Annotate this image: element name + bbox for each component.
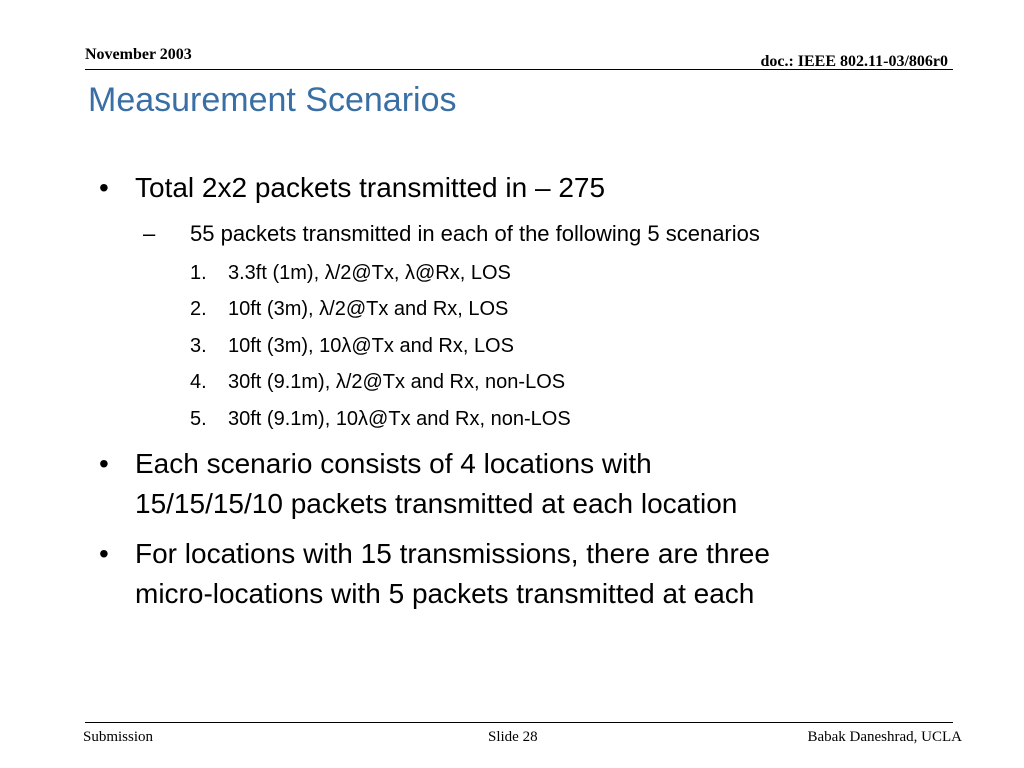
- list-item-number: 5.: [190, 408, 207, 430]
- list-item: 30ft (9.1m), 10λ@Tx and Rx, non-LOS: [228, 408, 571, 430]
- list-item-number: 2.: [190, 298, 207, 320]
- list-item: 3.3ft (1m), λ/2@Tx, λ@Rx, LOS: [228, 262, 511, 284]
- footer-rule: [85, 722, 953, 723]
- bullet-marker: •: [99, 538, 109, 569]
- sub-bullet-text: 55 packets transmitted in each of the following 5 scenarios: [190, 221, 760, 246]
- bullet-marker: •: [99, 172, 109, 203]
- list-item-number: 4.: [190, 371, 207, 393]
- bullet-text: For locations with 15 transmissions, there are three: [135, 538, 770, 569]
- bullet-text: 15/15/15/10 packets transmitted at each location: [135, 488, 738, 519]
- bullet-text: Each scenario consists of 4 locations with: [135, 448, 652, 479]
- slide-title: Measurement Scenarios: [88, 81, 457, 119]
- list-item-number: 1.: [190, 262, 207, 284]
- bullet-text: micro-locations with 5 packets transmitted at each: [135, 578, 755, 609]
- header-rule: [85, 69, 953, 70]
- list-item: 30ft (9.1m), λ/2@Tx and Rx, non-LOS: [228, 371, 566, 393]
- header-doc-id: doc.: IEEE 802.11-03/806r0: [760, 53, 948, 70]
- footer-slide-number: Slide 28: [488, 729, 538, 745]
- footer-submission: Submission: [83, 729, 154, 745]
- list-item: 10ft (3m), λ/2@Tx and Rx, LOS: [228, 298, 509, 320]
- bullet-marker: •: [99, 448, 109, 479]
- list-item-number: 3.: [190, 335, 207, 357]
- header-date: November 2003: [85, 46, 192, 63]
- list-item: 10ft (3m), 10λ@Tx and Rx, LOS: [228, 335, 514, 357]
- bullet-text: Total 2x2 packets transmitted in – 275: [135, 172, 606, 203]
- footer-author: Babak Daneshrad, UCLA: [807, 729, 962, 745]
- sub-bullet-marker: –: [143, 221, 156, 246]
